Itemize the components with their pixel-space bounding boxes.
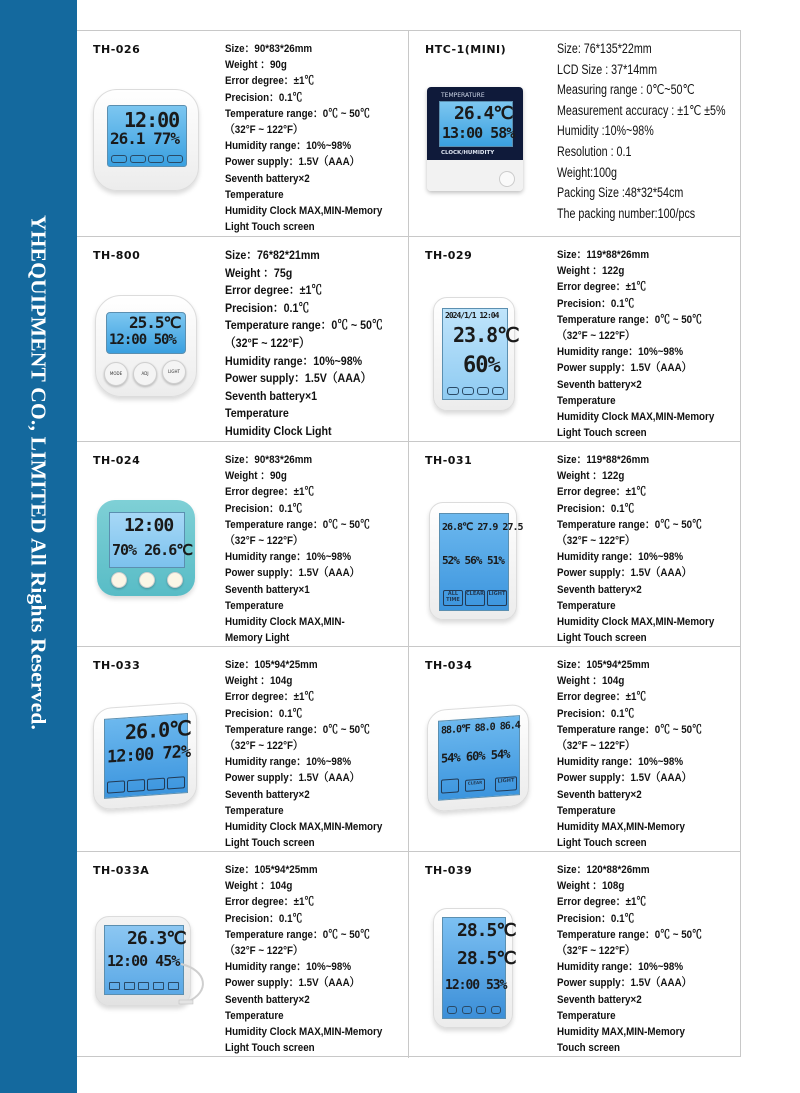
- spec-item: （32°F ~ 122°F）: [225, 335, 310, 350]
- touch-key[interactable]: [167, 155, 183, 163]
- spec-item: Light Touch screen: [557, 837, 647, 850]
- spec-item: Precision：0.1℃: [225, 912, 303, 925]
- model-name: TH-029: [425, 249, 473, 262]
- spec-item: Temperature range：0℃ ~ 50℃: [557, 518, 702, 531]
- spec-item: Weight ：104g: [225, 880, 293, 893]
- spec-item: Humidity Clock MAX,MIN-Memory: [225, 821, 383, 834]
- touch-keys: [445, 1006, 503, 1014]
- spec-item: Seventh battery×1: [225, 583, 310, 596]
- product-image: [433, 297, 519, 411]
- touch-key[interactable]: [477, 387, 489, 395]
- all-time-key[interactable]: ALL TIME: [443, 590, 463, 606]
- spec-item: Temperature range：0℃ ~ 50℃: [225, 318, 383, 333]
- spec-item: Size：105*94*25mm: [225, 659, 318, 671]
- spec-item: Power supply：1.5V（AAA）: [225, 371, 372, 386]
- model-name: TH-033A: [93, 864, 150, 877]
- touch-key[interactable]: [109, 982, 120, 990]
- spec-item: Error degree：±1℃: [557, 281, 647, 294]
- lcd-line-2: 12:00 50%: [109, 332, 176, 348]
- light-key[interactable]: LIGHT: [487, 590, 507, 606]
- light-button[interactable]: [167, 572, 183, 588]
- lcd-line-2: 12:00 72%: [107, 741, 191, 768]
- spec-item: Precision：0.1℃: [225, 300, 310, 315]
- product-card-th-026: [77, 31, 409, 237]
- lcd-display: [104, 925, 184, 995]
- spec-item: Size：90*83*26mm: [225, 43, 313, 55]
- lcd-line-2: 26.1 77%: [110, 129, 180, 148]
- product-image: [427, 703, 529, 812]
- spec-item: Measuring range : 0℃~50℃: [557, 82, 695, 98]
- adjust-key[interactable]: [127, 779, 145, 792]
- lcd-line-2: 70% 26.6℃: [112, 541, 193, 559]
- spec-item: Precision：0.1℃: [225, 502, 303, 515]
- spec-item: Packing Size :48*32*54cm: [557, 185, 684, 201]
- spec-item: Weight ：104g: [557, 675, 625, 688]
- spec-list: [557, 452, 714, 646]
- product-image: [93, 701, 197, 810]
- spec-item: Resolution : 0.1: [557, 143, 632, 159]
- product-grid: [77, 30, 741, 1057]
- adjust-button[interactable]: ADJ: [133, 362, 157, 386]
- lcd-display: [107, 105, 187, 167]
- spec-item: Memory Light: [225, 632, 290, 645]
- spec-list: [557, 39, 725, 224]
- spec-item: Seventh battery×2: [225, 993, 310, 1006]
- touch-key[interactable]: [476, 1006, 486, 1014]
- touch-keys: [445, 387, 505, 395]
- spec-item: Size：119*88*26mm: [557, 249, 650, 261]
- product-card-th-039: [409, 852, 740, 1058]
- spec-item: Power supply：1.5V（AAA）: [225, 977, 360, 990]
- spec-item: Humidity MAX,MIN-Memory: [557, 821, 685, 834]
- spec-item: Error degree：±1℃: [557, 691, 647, 704]
- spec-item: Humidity range：10%~98%: [225, 961, 352, 974]
- spec-item: Seventh battery×1: [225, 388, 318, 403]
- product-card-th-029: [409, 237, 740, 442]
- lcd-line-1: 23.8℃: [453, 323, 519, 347]
- spec-item: Weight:100g: [557, 164, 617, 180]
- spec-item: Humidity range：10%~98%: [557, 551, 684, 564]
- spec-item: Humidity Clock MAX,MIN-Memory: [225, 205, 383, 218]
- clear-key[interactable]: CLEAR: [465, 590, 485, 606]
- lcd-bottom-label: CLOCK/HUMIDITY: [441, 150, 495, 156]
- model-name: TH-039: [425, 864, 473, 877]
- product-card-th-034: [409, 647, 740, 852]
- spec-item: Humidity range：10%~98%: [557, 756, 684, 769]
- spec-item: Error degree：±1℃: [225, 486, 315, 499]
- lcd-display: [442, 917, 516, 1019]
- lcd-display: [439, 101, 513, 147]
- model-name: TH-026: [93, 43, 141, 56]
- lcd-line-1: 26.8℃ 27.9 27.5: [442, 522, 523, 533]
- lcd-display: [438, 715, 520, 801]
- spec-item: Seventh battery×2: [225, 172, 310, 185]
- lcd-line-2: 28.5℃: [457, 948, 516, 969]
- lcd-line-2: 12:00 45%: [107, 952, 180, 970]
- spec-item: Light Touch screen: [225, 1042, 315, 1055]
- spec-item: Size：119*88*26mm: [557, 454, 650, 466]
- lcd-line-2: 13:00 58%: [442, 124, 515, 142]
- model-name: TH-031: [425, 454, 473, 467]
- product-card-th-024: [77, 442, 409, 647]
- spec-item: Seventh battery×2: [557, 993, 642, 1006]
- spec-item: Error degree：±1℃: [225, 283, 323, 298]
- spec-item: Power supply：1.5V（AAA）: [557, 977, 692, 990]
- model-name: TH-033: [93, 659, 141, 672]
- spec-item: Humidity range：10%~98%: [557, 961, 684, 974]
- mode-button[interactable]: [111, 572, 127, 588]
- touch-key[interactable]: [462, 387, 474, 395]
- touch-key[interactable]: [491, 1006, 501, 1014]
- spec-item: Power supply：1.5V（AAA）: [225, 772, 360, 785]
- mode-key[interactable]: [107, 780, 125, 793]
- touch-key[interactable]: [447, 387, 459, 395]
- product-image: [97, 500, 195, 596]
- spec-item: Humidity Clock MAX,MIN-: [225, 616, 345, 629]
- touch-keys: [107, 982, 181, 990]
- lcd-line-3: 12:00 53%: [445, 978, 507, 993]
- spec-item: Light Touch screen: [557, 427, 647, 440]
- spec-item: （32°F ~ 122°F）: [225, 535, 303, 548]
- spec-item: Seventh battery×2: [557, 378, 642, 391]
- spec-item: Power supply：1.5V（AAA）: [225, 567, 360, 580]
- touch-key[interactable]: [462, 1006, 472, 1014]
- spec-item: Temperature: [225, 599, 284, 612]
- spec-item: LCD Size : 37*14mm: [557, 61, 658, 77]
- lcd-line-2: 54% 60% 54%: [441, 746, 510, 766]
- lcd-display: [104, 713, 191, 799]
- max-min-key[interactable]: [147, 778, 165, 791]
- probe-cable-icon: [177, 962, 217, 1012]
- touch-key[interactable]: [138, 982, 149, 990]
- model-name: TH-800: [93, 249, 141, 262]
- all-time-key[interactable]: [441, 778, 459, 793]
- spec-item: （32°F ~ 122°F）: [225, 124, 303, 137]
- spec-item: （32°F ~ 122°F）: [225, 945, 303, 958]
- spec-item: Power supply：1.5V（AAA）: [557, 567, 692, 580]
- model-name: TH-034: [425, 659, 473, 672]
- spec-item: Weight ：104g: [225, 675, 293, 688]
- spec-item: Seventh battery×2: [557, 788, 642, 801]
- touch-key[interactable]: [492, 387, 504, 395]
- spec-item: Humidity Clock Light: [225, 423, 332, 438]
- spec-item: Humidity range：10%~98%: [557, 346, 684, 359]
- spec-item: Temperature range：0℃ ~ 50℃: [557, 313, 702, 326]
- spec-item: Error degree：±1℃: [557, 486, 647, 499]
- lcd-line-1: 88.0℉ 88.0 86.4: [441, 720, 520, 737]
- touch-key[interactable]: [153, 982, 164, 990]
- spec-item: Humidity Clock MAX,MIN-Memory: [225, 1026, 383, 1039]
- spec-item: Temperature: [557, 1009, 616, 1022]
- spec-item: Size：90*83*26mm: [225, 454, 313, 466]
- spec-item: （32°F ~ 122°F）: [557, 535, 635, 548]
- lcd-line-1: 28.5℃: [457, 920, 516, 941]
- product-card-th-033a: [77, 852, 409, 1058]
- spec-item: （32°F ~ 122°F）: [225, 740, 303, 753]
- spec-list: [225, 247, 383, 441]
- spec-item: Temperature range：0℃ ~ 50℃: [225, 107, 370, 120]
- spec-item: Humidity range：10%~98%: [225, 551, 352, 564]
- light-key[interactable]: [167, 776, 185, 789]
- touch-key[interactable]: [124, 982, 135, 990]
- spec-item: Size：120*88*26mm: [557, 864, 650, 876]
- spec-item: Weight ：122g: [557, 265, 625, 278]
- spec-item: Precision：0.1℃: [557, 297, 635, 310]
- lcd-line-0: 2024/1/1 12:04: [445, 311, 499, 320]
- lcd-display: [439, 513, 523, 611]
- lcd-line-1: 25.5℃: [129, 313, 181, 332]
- spec-list: [225, 452, 370, 646]
- touch-keys: [110, 155, 184, 163]
- lcd-line-1: 12:00: [124, 515, 174, 536]
- touch-key[interactable]: [148, 155, 164, 163]
- spec-item: Precision：0.1℃: [557, 707, 635, 720]
- product-card-th-031: [409, 442, 740, 647]
- lcd-line-1: 26.0℃: [125, 715, 191, 745]
- spec-item: Precision：0.1℃: [225, 91, 303, 104]
- spec-item: Temperature: [225, 406, 289, 421]
- spec-item: Light Touch screen: [225, 837, 315, 850]
- clear-key[interactable]: CLEAR: [465, 779, 485, 792]
- spec-list: [225, 657, 382, 851]
- model-name: HTC-1(MINI): [425, 43, 507, 56]
- spec-item: Error degree：±1℃: [557, 896, 647, 909]
- spec-item: Size：76*82*21mm: [225, 248, 320, 262]
- spec-item: Weight ：122g: [557, 470, 625, 483]
- product-image: [427, 87, 523, 191]
- lcd-display: [109, 512, 193, 568]
- spec-item: Temperature range：0℃ ~ 50℃: [557, 928, 702, 941]
- touch-key[interactable]: [111, 155, 127, 163]
- spec-item: Size：105*94*25mm: [225, 864, 318, 876]
- spec-item: Temperature: [225, 1009, 284, 1022]
- product-image: [95, 295, 197, 397]
- spec-item: Light Touch screen: [557, 632, 647, 645]
- spec-item: Error degree：±1℃: [225, 691, 315, 704]
- spec-item: （32°F ~ 122°F）: [557, 740, 635, 753]
- spec-item: Precision：0.1℃: [225, 707, 303, 720]
- mode-button[interactable]: MODE: [104, 362, 128, 386]
- lcd-line-2: 52% 56% 51%: [442, 554, 504, 567]
- spec-item: Temperature range：0℃ ~ 50℃: [557, 723, 702, 736]
- lcd-top-label: TEMPERATURE: [441, 92, 485, 99]
- light-key[interactable]: LIGHT: [495, 776, 517, 792]
- spec-item: Power supply：1.5V（AAA）: [225, 156, 360, 169]
- model-name: TH-024: [93, 454, 141, 467]
- adjust-button[interactable]: [139, 572, 155, 588]
- copyright-text: YHEQUIPMENT CO., LIMITED All Rights Reserved.: [26, 215, 51, 731]
- spec-list: [225, 862, 382, 1056]
- spec-item: Weight ：90g: [225, 470, 287, 483]
- spec-item: Light Touch screen: [225, 221, 315, 234]
- spec-list: [557, 862, 702, 1056]
- spec-item: Humidity range：10%~98%: [225, 140, 352, 153]
- lcd-display: [106, 312, 186, 354]
- lcd-line-1: 12:00: [124, 108, 180, 132]
- spec-item: Precision：0.1℃: [557, 912, 635, 925]
- spec-item: Precision：0.1℃: [557, 502, 635, 515]
- spec-item: Weight ：108g: [557, 880, 625, 893]
- spec-item: Temperature: [225, 188, 284, 201]
- spec-item: Humidity :10%~98%: [557, 123, 654, 139]
- product-image: [429, 502, 523, 620]
- spec-item: Seventh battery×2: [225, 788, 310, 801]
- lcd-display: [442, 308, 519, 400]
- lcd-line-1: 26.4℃: [454, 103, 513, 124]
- spec-item: Temperature range：0℃ ~ 50℃: [225, 518, 370, 531]
- touch-key[interactable]: [130, 155, 146, 163]
- spec-item: Size：105*94*25mm: [557, 659, 650, 671]
- spec-item: Power supply：1.5V（AAA）: [557, 772, 692, 785]
- spec-item: Seventh battery×2: [557, 583, 642, 596]
- spec-item: Weight ：90g: [225, 59, 287, 72]
- sidebar-band: [0, 0, 77, 1093]
- spec-item: Size: 76*135*22mm: [557, 41, 652, 56]
- spec-item: Touch screen: [557, 1042, 620, 1055]
- spec-item: Temperature: [557, 599, 616, 612]
- lcd-line-2: 60%: [463, 353, 500, 378]
- spec-item: Temperature: [557, 394, 616, 407]
- touch-key[interactable]: [447, 1006, 457, 1014]
- spec-list: [225, 41, 382, 235]
- lcd-line-1: 26.3℃: [127, 928, 186, 949]
- spec-item: Measurement accuracy : ±1℃ ±5%: [557, 102, 726, 118]
- spec-item: Error degree：±1℃: [225, 896, 315, 909]
- spec-item: Error degree：±1℃: [225, 75, 315, 88]
- spec-item: Humidity Clock MAX,MIN-Memory: [557, 411, 715, 424]
- light-button[interactable]: LIGHT: [162, 360, 186, 384]
- product-card-th-800: [77, 237, 409, 442]
- spec-item: Humidity range：10%~98%: [225, 353, 363, 368]
- spec-item: Temperature: [225, 804, 284, 817]
- spec-item: （32°F ~ 122°F）: [557, 945, 635, 958]
- stand-knob-icon: [499, 171, 515, 187]
- spec-item: Humidity range：10%~98%: [225, 756, 352, 769]
- spec-item: Temperature range：0℃ ~ 50℃: [225, 723, 370, 736]
- spec-item: Temperature range：0℃ ~ 50℃: [225, 928, 370, 941]
- product-card-htc-1-mini: [409, 31, 740, 237]
- spec-list: [557, 657, 702, 851]
- spec-item: Weight ：75g: [225, 265, 293, 280]
- product-card-th-033: [77, 647, 409, 852]
- product-image: [433, 908, 516, 1028]
- spec-item: Temperature: [557, 804, 616, 817]
- spec-list: [557, 247, 714, 441]
- spec-item: Humidity Clock MAX,MIN-Memory: [557, 616, 715, 629]
- spec-item: Power supply：1.5V（AAA）: [557, 362, 692, 375]
- product-image: [93, 89, 199, 191]
- spec-item: （32°F ~ 122°F）: [557, 330, 635, 343]
- spec-item: The packing number:100/pcs: [557, 205, 696, 221]
- spec-item: Humidity MAX,MIN-Memory: [557, 1026, 685, 1039]
